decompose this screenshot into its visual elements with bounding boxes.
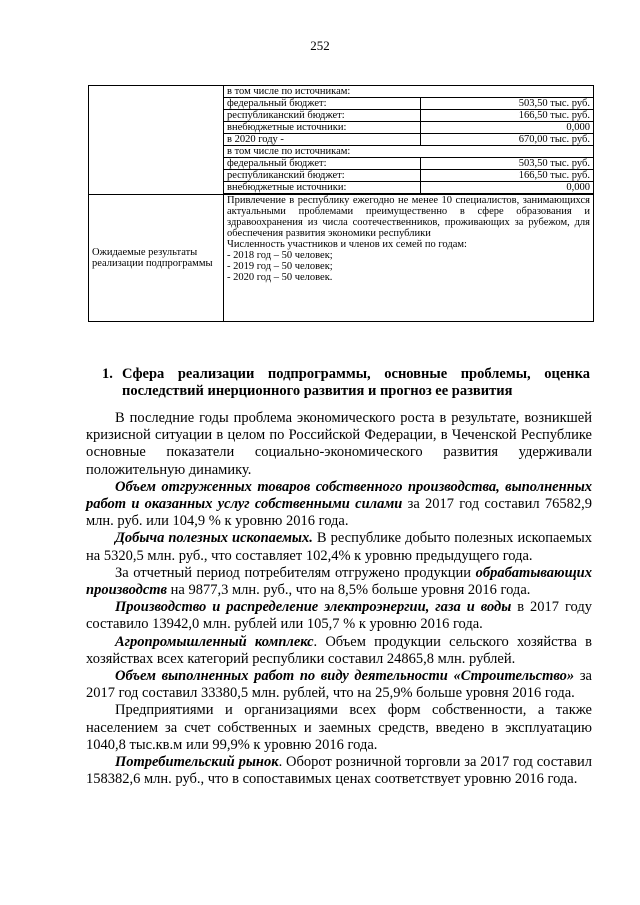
section-heading [102,366,590,400]
section-number: 1. [102,366,113,382]
row-value: 166,50 тыс. руб. [421,110,594,122]
subprogram-passport-table [88,85,594,322]
paragraph-bold: Объем отгруженных товаров собственного производства, выполненных работ и оказанных услуг собственными силами [86,478,592,513]
paragraph-text: В республике добыто полезных ископаемых на 5320,5 млн. руб., что составляет 102,4% к уровню предыдущего года. [86,530,592,564]
participants-heading: Численность участников и членов их семей по годам: [227,239,467,250]
paragraph [86,530,592,564]
row-value: 166,50 тыс. руб. [421,170,594,182]
results-label: Ожидаемые результаты реализации подпрограммы [89,195,224,322]
paragraph [86,565,592,599]
paragraph [86,479,592,531]
paragraph-text: . Оборот розничной торговли за 2017 год составил 158382,6 млн. руб., что в сопоставимых ценах соответствует уровню 2016 года. [86,754,592,788]
row-label: внебюджетные источники: [224,122,421,134]
year-value: 670,00 тыс. руб. [421,134,594,146]
paragraph-bold: Объем выполненных работ по виду деятельности «Строительство» [115,668,575,685]
participants-2019: - 2019 год – 50 человек; [227,261,333,272]
paragraph-text: за 2017 год составил 33380,5 млн. рублей, что на 25,9% больше уровня 2016 года. [86,668,592,702]
body-text [86,410,592,788]
paragraph-bold: Агропромышленный комплекс [115,633,314,650]
paragraph-bold: Потребительский рынок [115,754,279,771]
paragraph [86,754,592,788]
row-value: 0,000 [421,182,594,194]
paragraph-text: Предприятиями и организациями всех форм собственности, а также населением за счет собственных и заемных средств, введено в эксплуатацию 1040,8 тыс.кв.м или 99,9% к уровню 2016 года. [86,702,592,753]
paragraph [86,702,592,754]
paragraph-bold: обрабатывающих производств [86,564,592,599]
paragraph-text: на 9877,3 млн. руб., что на 8,5% больше уровня 2016 года. [167,582,531,599]
results-cell [224,195,594,322]
results-text: Привлечение в республику ежегодно не менее 10 специалистов, занимающихся актуальными проблемами преимущественно в сфере образования и здравоохранения из числа соотечественников, проживающих за рубежом, для обеспечения развития экономики республики [227,195,590,239]
paragraph [86,668,592,702]
paragraph-text: в 2017 году составило 13942,0 млн. рублей или 105,7 % к уровню 2016 года. [86,599,592,633]
row-label: федеральный бюджет: [224,98,421,110]
page-number: 252 [310,38,330,53]
row-value: 0,000 [421,122,594,134]
paragraph [86,599,592,633]
paragraph-text: За отчетный период потребителям отгружено продукции [115,564,476,581]
row-value: 503,50 тыс. руб. [421,98,594,110]
row-label: республиканский бюджет: [224,170,421,182]
participants-2018: - 2018 год – 50 человек; [227,250,333,261]
paragraph [86,410,592,479]
empty-left-cell [89,86,224,195]
paragraph-text: за 2017 год составил 76582,9 млн. руб. или 104,9 % к уровню 2016 года. [86,496,592,530]
row-label: федеральный бюджет: [224,158,421,170]
section-title: Сфера реализации подпрограммы, основные проблемы, оценка последствий инерционного развития и прогноз ее развития [122,366,590,399]
source-heading: в том числе по источникам: [224,86,594,98]
row-value: 503,50 тыс. руб. [421,158,594,170]
paragraph [86,634,592,668]
participants-2020: - 2020 год – 50 человек. [227,272,333,283]
year-label: в 2020 году - [224,134,421,146]
paragraph-bold: Производство и распределение электроэнергии, газа и воды [115,599,512,616]
row-label: внебюджетные источники: [224,182,421,194]
source-heading-2: в том числе по источникам: [224,146,594,158]
paragraph-text: В последние годы проблема экономического роста в результате, возникшей кризисной ситуации в целом по Российской Федерации, в Чеченской Республике основные показатели социально-экономического развития удерживали положительную динамику. [86,410,592,478]
row-label: республиканский бюджет: [224,110,421,122]
paragraph-text: . Объем продукции сельского хозяйства в хозяйствах всех категорий республики составил 24865,8 млн. рублей. [86,633,592,667]
paragraph-bold: Добыча полезных ископаемых. [115,530,313,547]
